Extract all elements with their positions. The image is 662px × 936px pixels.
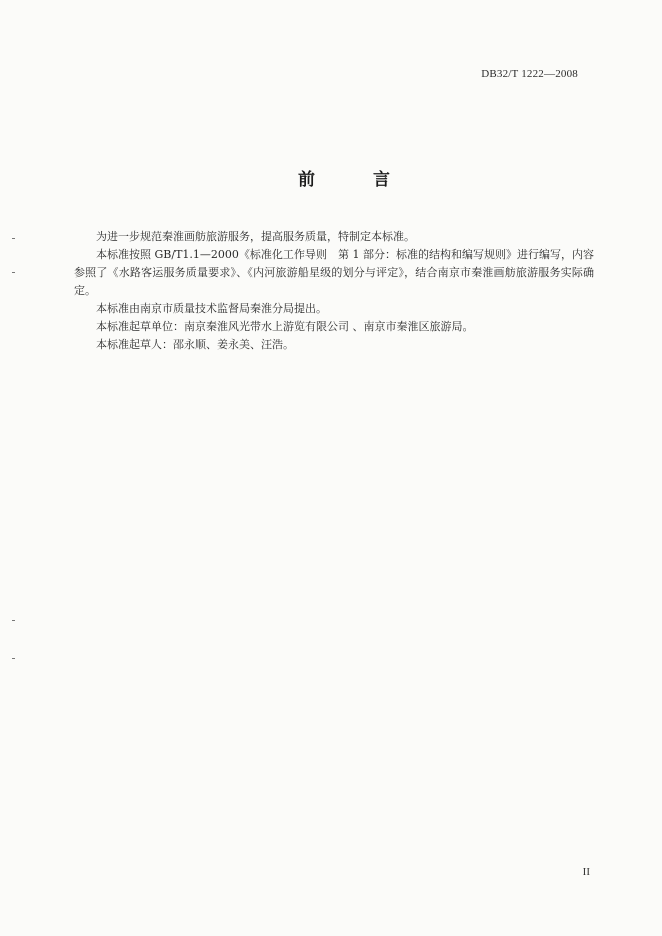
body-text xyxy=(74,228,594,354)
paragraph-purpose: 为进一步规范秦淮画舫旅游服务，提高服务质量，特制定本标准。 xyxy=(96,230,415,243)
scan-artifact-mark xyxy=(12,272,15,273)
scan-artifact-mark xyxy=(12,658,15,659)
page-number: II xyxy=(582,866,590,878)
page-title: 前 言 xyxy=(298,170,416,190)
paragraph-drafting-basis: 本标准按照 GB/T1.1—2000《标准化工作导则 第 1 部分：标准的结构和编写规则》进行编写，内容参照了《水路客运服务质量要求》、《内河旅游船星级的划分与评定》，结合南京市秦淮画舫旅游服务实际确定。 xyxy=(74,248,594,297)
paragraph-drafting-units: 本标准起草单位：南京秦淮风光带水上游览有限公司 、南京市秦淮区旅游局。 xyxy=(96,320,474,333)
paragraph-proposer: 本标准由南京市质量技术监督局秦淮分局提出。 xyxy=(96,302,327,315)
scan-artifact-mark xyxy=(12,620,15,621)
scan-artifact-mark xyxy=(12,238,15,239)
paragraph-drafters: 本标准起草人：邵永顺、姜永美、汪浩。 xyxy=(96,338,294,351)
document-code: DB32/T 1222—2008 xyxy=(481,68,578,80)
